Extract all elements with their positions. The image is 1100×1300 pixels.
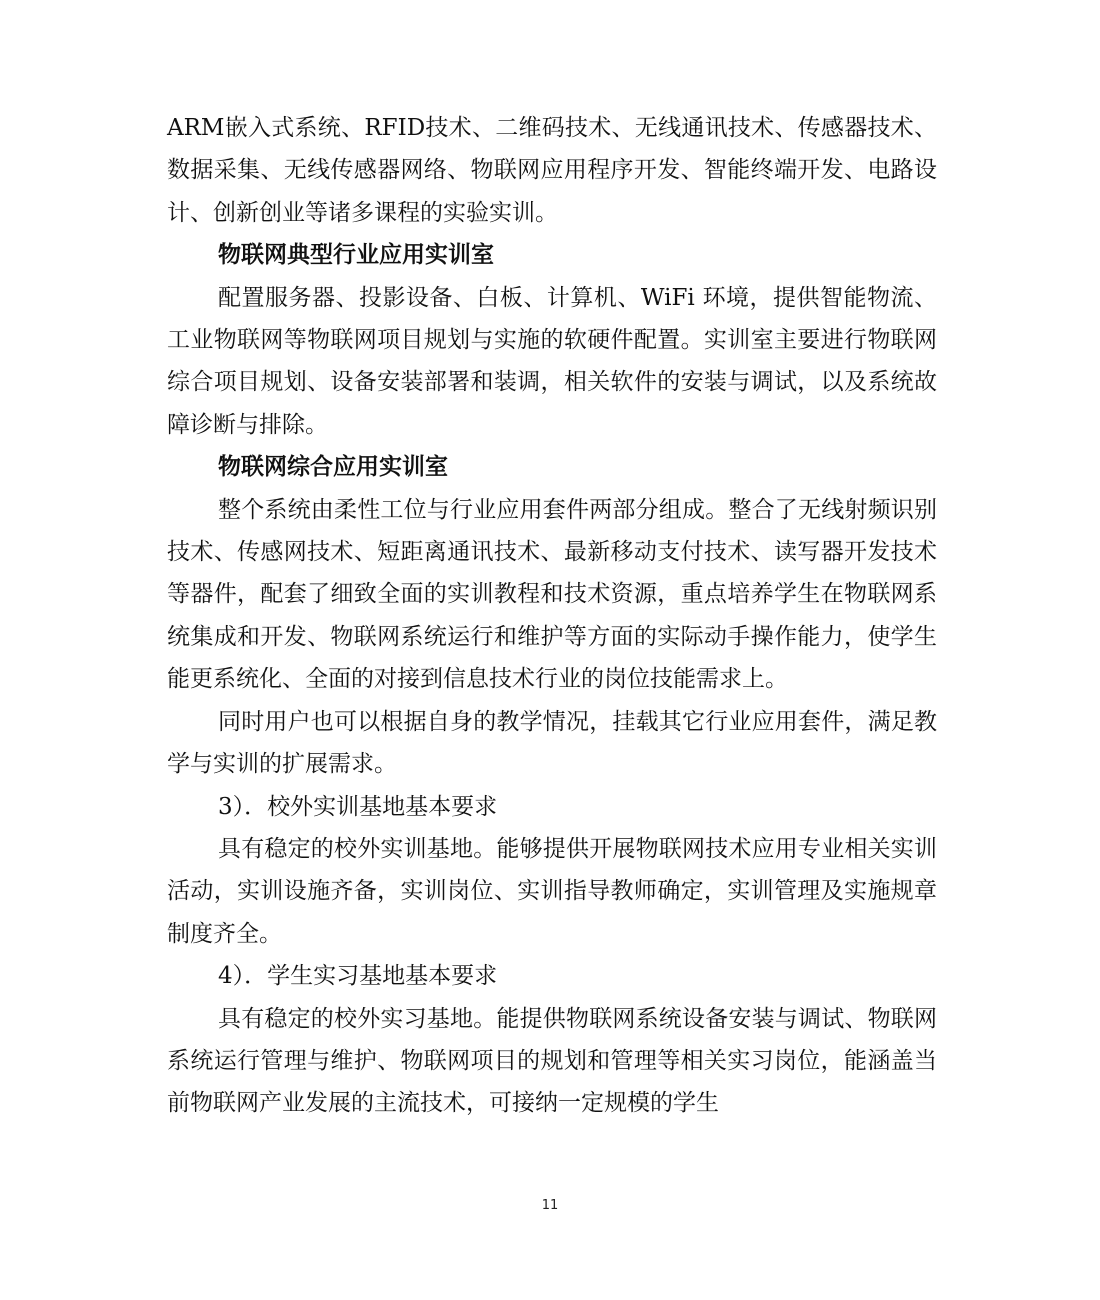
paragraph-internship-base: 具有稳定的校外实习基地。能提供物联网系统设备安装与调试、物联网系统运行管理与维护、物联网项目的规划和管理等相关实习岗位，能涵盖当前物联网产业发展的主流技术，可接纳一定规模的学生: [167, 1005, 937, 1117]
section-heading-integrated-lab: 物联网综合应用实训室: [218, 453, 448, 481]
section-heading-internship-base: 4）．学生实习基地基本要求: [218, 963, 498, 990]
page-number: 11: [541, 1198, 559, 1213]
section-heading-industry-lab: 物联网典型行业应用实训室: [218, 241, 494, 269]
paragraph-extension: 同时用户也可以根据自身的教学情况，挂载其它行业应用套件，满足教学与实训的扩展需求。: [167, 708, 937, 778]
page-body: [167, 107, 937, 1125]
section-heading-offcampus-training: 3）．校外实训基地基本要求: [218, 793, 498, 820]
paragraph-offcampus-training: 具有稳定的校外实训基地。能够提供开展物联网技术应用专业相关实训活动，实训设施齐备，实训岗位、实训指导教师确定，实训管理及实施规章制度齐全。: [167, 835, 937, 947]
paragraph-continued: ARM嵌入式系统、RFID技术、二维码技术、无线通讯技术、传感器技术、数据采集、无线传感器网络、物联网应用程序开发、智能终端开发、电路设计、创新创业等诸多课程的实验实训。: [167, 115, 937, 226]
paragraph-integrated-lab: 整个系统由柔性工位与行业应用套件两部分组成。整合了无线射频识别技术、传感网技术、短距离通讯技术、最新移动支付技术、读写器开发技术等器件，配套了细致全面的实训教程和技术资源，重点培养学生在物联网系统集成和开发、物联网系统运行和维护等方面的实际动手操作能力，使学生能更系统化、全面的对接到信息技术行业的岗位技能需求上。: [167, 496, 937, 693]
paragraph-industry-lab: 配置服务器、投影设备、白板、计算机、WiFi 环境，提供智能物流、工业物联网等物联网项目规划与实施的软硬件配置。实训室主要进行物联网综合项目规划、设备安装部署和装调，相关软件的安装与调试，以及系统故障诊断与排除。: [167, 284, 937, 438]
